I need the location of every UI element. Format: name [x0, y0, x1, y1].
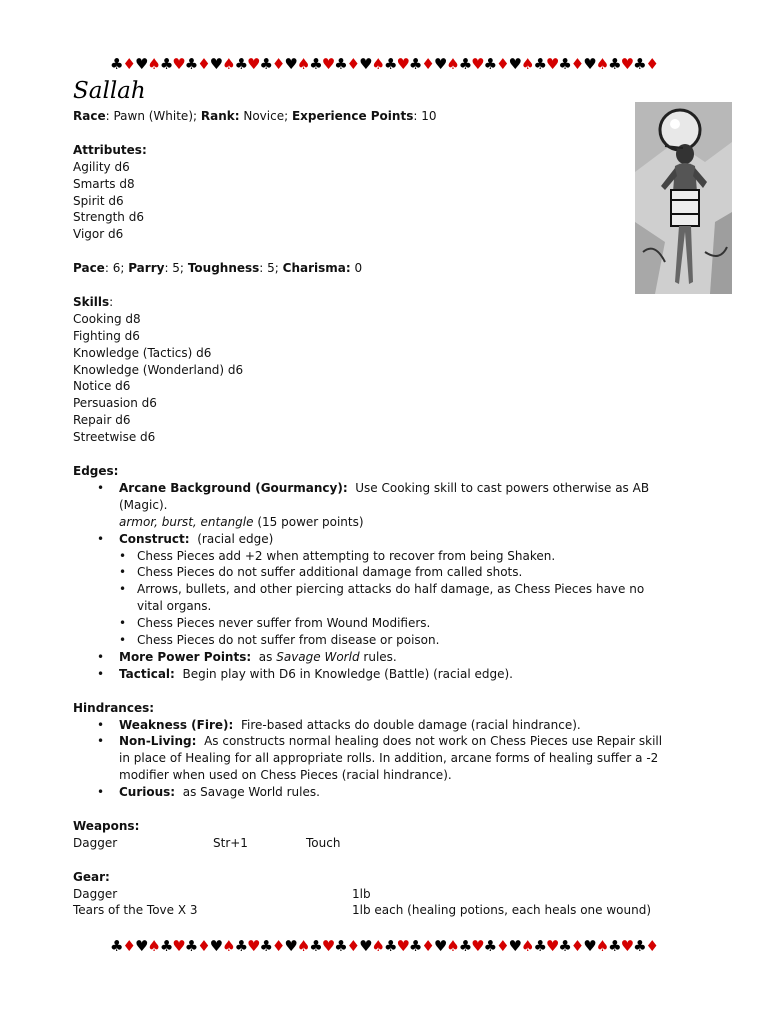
attribute-item: Strength d6: [73, 210, 144, 225]
attributes-list: [73, 159, 673, 244]
attributes-heading: Attributes:: [73, 142, 147, 157]
attribute-item: Smarts d8: [73, 176, 135, 191]
weapon-name: Dagger: [73, 835, 118, 850]
pace-value: 6;: [112, 261, 125, 276]
charisma-label: Charisma:: [282, 261, 351, 276]
parry-label: Parry: [128, 261, 165, 276]
edges-list: [73, 480, 673, 683]
edge-more-power-points: • More Power Points: as Savage World rules.: [97, 649, 673, 666]
weapon-row: [73, 835, 673, 852]
gear-weight: 1lb: [352, 886, 371, 901]
rank-value: Novice: [243, 109, 285, 123]
edges-heading: Edges:: [73, 463, 119, 478]
skill-item: Persuasion d6: [73, 396, 157, 411]
construct-subitem: • Chess Pieces add +2 when attempting to recover from being Shaken.: [119, 548, 673, 565]
construct-subitem: • Chess Pieces never suffer from Wound Modifiers.: [119, 615, 673, 632]
gear-name: Dagger: [73, 886, 118, 901]
skill-item: Streetwise d6: [73, 430, 156, 445]
hindrances-list: [73, 717, 673, 802]
hindrance-curious: • Curious: as Savage World rules.: [97, 784, 673, 801]
gear-name: Tears of the Tove X 3: [73, 903, 198, 918]
card-suit-border-top: ♣♦♥♠♣♥♣♦♥♠♣♥♣♦♥♠♣♥♣♦♥♠♣♥♣♦♥♠♣♥♣♦♥♠♣♥♣♦♥♠♣♥♣♦: [110, 55, 658, 73]
attribute-item: Spirit d6: [73, 193, 124, 208]
race-value: Pawn (White): [113, 109, 193, 123]
weapon-range: Touch: [306, 835, 341, 850]
derived-stats-line: Pace: 6; Parry: 5; Toughness: 5; Charisma: 0: [73, 261, 363, 276]
construct-sublist: [119, 548, 673, 649]
attribute-item: Agility d6: [73, 159, 130, 174]
construct-subitem: • Arrows, bullets, and other piercing attacks do half damage, as Chess Pieces have no vital organs.: [119, 581, 673, 615]
construct-subitem: • Chess Pieces do not suffer additional damage from called shots.: [119, 564, 673, 581]
weapons-heading: Weapons:: [73, 818, 140, 833]
rank-label: Rank:: [200, 109, 240, 123]
toughness-label: Toughness: [187, 261, 260, 276]
attribute-item: Vigor d6: [73, 227, 124, 242]
hindrance-non-living: • Non-Living: As constructs normal healing does not work on Chess Pieces use Repair skill in place of Healing for all appropriate rolls. In addition, arcane forms of healing suffer a -2 modifier when used on Chess Pieces (racial hindrance).: [97, 733, 673, 784]
skill-item: Knowledge (Wonderland) d6: [73, 362, 244, 377]
parry-value: 5;: [172, 261, 184, 276]
skill-item: Fighting d6: [73, 328, 140, 343]
weapon-damage: Str+1: [213, 835, 248, 850]
charisma-value: 0: [354, 261, 363, 276]
xp-label: Experience Points: [291, 109, 414, 123]
skills-list: [73, 311, 673, 446]
card-suit-border-bottom: ♣♦♥♠♣♥♣♦♥♠♣♥♣♦♥♠♣♥♣♦♥♠♣♥♣♦♥♠♣♥♣♦♥♠♣♥♣♦♥♠♣♥♣♦: [110, 937, 658, 955]
page-title: Sallah: [73, 78, 146, 104]
toughness-value: 5;: [267, 261, 279, 276]
gear-heading: Gear:: [73, 869, 110, 884]
character-sheet: [73, 108, 673, 919]
basics-line: Race: Pawn (White); Rank: Novice; Experience Points: 10: [73, 109, 437, 123]
race-label: Race: [73, 109, 106, 123]
skill-item: Knowledge (Tactics) d6: [73, 345, 212, 360]
hindrance-weakness: • Weakness (Fire): Fire-based attacks do double damage (racial hindrance).: [97, 717, 673, 734]
gear-weight: 1lb each (healing potions, each heals one wound): [352, 903, 652, 918]
skill-item: Notice d6: [73, 379, 131, 394]
edge-arcane-background: • Arcane Background (Gourmancy): Use Cooking skill to cast powers otherwise as AB (Magic). armor, burst, entangle (15 power points): [97, 480, 673, 531]
gear-row: [73, 902, 673, 919]
skill-item: Cooking d8: [73, 311, 141, 326]
skill-item: Repair d6: [73, 413, 131, 428]
xp-value: 10: [421, 109, 437, 123]
pace-label: Pace: [73, 261, 105, 276]
hindrances-heading: Hindrances:: [73, 700, 155, 715]
edge-construct: • Construct: (racial edge) • Chess Pieces add +2 when attempting to recover from being Shaken. • Chess Pieces do not suffer additional damage from called shots. • Arrows, bullets, and other piercing attacks do half damage, as Chess Pieces have no vital organs. • Chess Pieces never suffer from Wound Modifiers. • Chess Pieces do not suffer from disease or poison.: [97, 531, 673, 649]
gear-row: [73, 886, 673, 903]
construct-subitem: • Chess Pieces do not suffer from disease or poison.: [119, 632, 673, 649]
edge-tactical: • Tactical: Begin play with D6 in Knowledge (Battle) (racial edge).: [97, 666, 673, 683]
skills-heading: Skills:: [73, 294, 114, 309]
